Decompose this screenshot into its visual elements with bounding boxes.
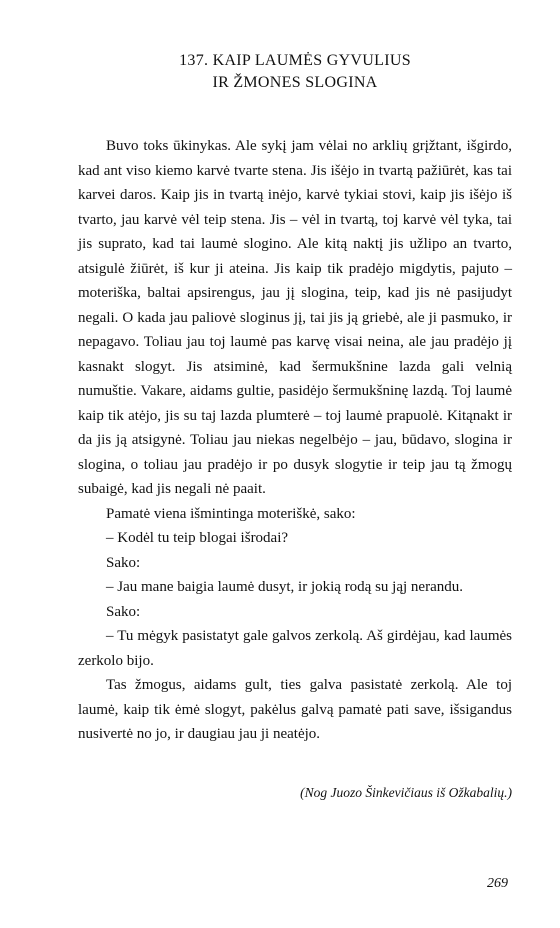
story-title-line-2: IR ŽMONES SLOGINA xyxy=(212,74,378,91)
paragraph: – Kodėl tu teip blogai išrodai? xyxy=(106,530,289,546)
paragraph: – Jau mane baigia laumė dusyt, ir jokią rodą su jąj nerandu. xyxy=(106,579,463,595)
source-attribution: (Nog Juozo Šinkevičiaus iš Ožkabalių.) xyxy=(300,784,512,800)
story-title xyxy=(78,50,512,94)
paragraph: Tas žmogus, aidams gult, ties galva pasistatė zerkolą. Ale toj laumė, kaip tik ėmė slogyt, pakėlus galvą pamatė pati save, išsigandus nusivertė no jo, ir daugiau jau ji neatėjo. xyxy=(78,677,512,742)
story-body xyxy=(78,134,512,747)
paragraph: Sako: xyxy=(106,603,141,620)
paragraph: Pamatė viena išmintinga moteriškė, sako: xyxy=(106,505,356,522)
paragraph: Sako: xyxy=(106,554,141,571)
paragraph: Buvo toks ūkinykas. Ale sykį jam vėlai no arklių grįžtant, išgirdo, kad ant viso kiemo karvė tvarte stena. Jis išėjo in tvartą pažiūrėt, kas tai karvei daros. Kaip jis in tvartą inėjo, karvė tykiai stovi, kaip jis išėjo iš tvarto, jau karvė vėl teip stena. Jis – vėl in tvartą, toj karvė vėl tyka, tai jis suprato, kad tai laumė slogino. Ale kitą naktį jis užlipo an tvarto, atsigulė žiūrėt, iš kur ji ateina. Jis kaip tik pradėjo migdytis, pajuto – moteriška, baltai apsirengus, jau jį slogina, teip, kad jis nė pasijudyt negali. O kada jau paliovė sloginus jį, tai jis ją griebė, ale ji pasmuko, ir nepagavo. Toliau jau toj laumė pas karvę visai neina, ale jau pradėjo jį kasnakt slogyt. Jis atsiminė, kad šermukšnine lazda gali velnią numuštie. Vakare, aidams gultie, pasidėjo šermukšninę lazdą. Toj laumė kaip tik atėjo, jis su taj lazda plumterė – toj laumė prapuolė. Kitąnakt ir da jis ją atsigynė. Toliau jau niekas negelbėjo – jau, būdavo, slogina ir slogina, o toliau jau pradėjo ir po dusyk slogytie ir teip jau tą žmogų subaigė, kad jis negali nė paait. xyxy=(78,138,512,497)
story-title-line-1: 137. KAIP LAUMĖS GYVULIUS xyxy=(179,52,411,69)
paragraph: – Tu mėgyk pasistatyt gale galvos zerkolą. Aš girdėjau, kad laumės zerkolo bijo. xyxy=(78,628,512,669)
page-number: 269 xyxy=(487,876,508,891)
